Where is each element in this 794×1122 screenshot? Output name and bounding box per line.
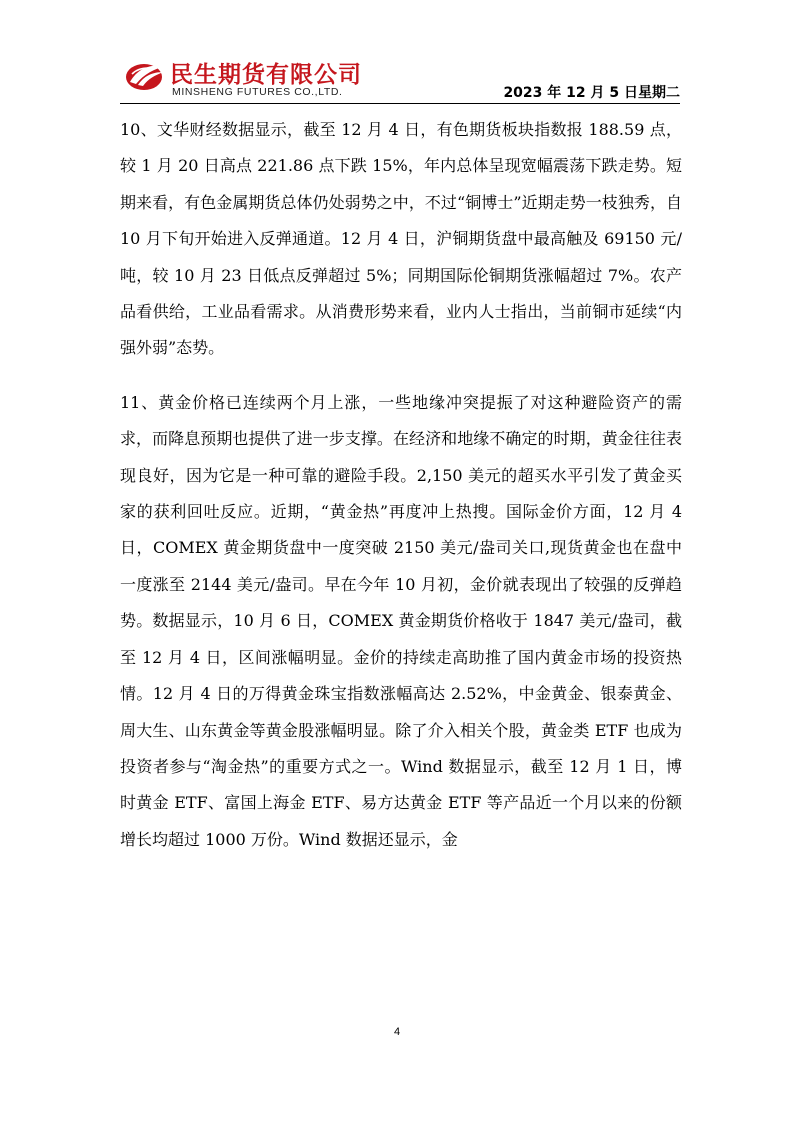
article-body xyxy=(120,112,682,858)
header-divider xyxy=(120,103,680,104)
logo-chinese-name: 民生期货有限公司 xyxy=(170,62,362,88)
paragraph-item-10: 10、文华财经数据显示，截至 12 月 4 日，有色期货板块指数报 188.59 点，较 1 月 20 日高点 221.86 点下跌 15%，年内总体呈现宽幅震荡下跌走势。短期来看，有色金属期货总体仍处弱势之中，不过“铜博士”近期走势一枝独秀，自 10 月下旬开始进入反弹通道。12 月 4 日，沪铜期货盘中最高触及 69150 元/吨，较 10 月 23 日低点反弹超过 5%；同期国际伦铜期货涨幅超过 7%。农产品看供给，工业品看需求。从消费形势来看，业内人士指出，当前铜市延续“内强外弱”态势。 xyxy=(120,120,682,358)
page-header xyxy=(120,52,680,104)
paragraph-item-11: 11、黄金价格已连续两个月上涨，一些地缘冲突提振了对这种避险资产的需求，而降息预期也提供了进一步支撑。在经济和地缘不确定的时期，黄金往往表现良好，因为它是一种可靠的避险手段。2,150 美元的超买水平引发了黄金买家的获利回吐反应。近期，“黄金热”再度冲上热搜。国际金价方面，12 月 4 日，COMEX 黄金期货盘中一度突破 2150 美元/盎司关口,现货黄金也在盘中一度涨至 2144 美元/盎司。早在今年 10 月初，金价就表现出了较强的反弹趋势。数据显示，10 月 6 日，COMEX 黄金期货价格收于 1847 美元/盎司，截至 12 月 4 日，区间涨幅明显。金价的持续走高助推了国内黄金市场的投资热情。12 月 4 日的万得黄金珠宝指数涨幅高达 2.52%，中金黄金、银泰黄金、周大生、山东黄金等黄金股涨幅明显。除了介入相关个股，黄金类 ETF 也成为投资者参与“淘金热”的重要方式之一。Wind 数据显示，截至 12 月 1 日，博时黄金 ETF、富国上海金 ETF、易方达黄金 ETF 等产品近一个月以来的份额增长均超过 1000 万份。Wind 数据还显示，金 xyxy=(120,392,682,849)
minsheng-swoosh-logo-icon xyxy=(124,60,168,92)
header-date: 2023 年 12 月 5 日星期二 xyxy=(503,85,680,101)
logo-english-name: MINSHENG FUTURES CO.,LTD. xyxy=(172,86,343,98)
page-number: 4 xyxy=(393,1026,401,1038)
